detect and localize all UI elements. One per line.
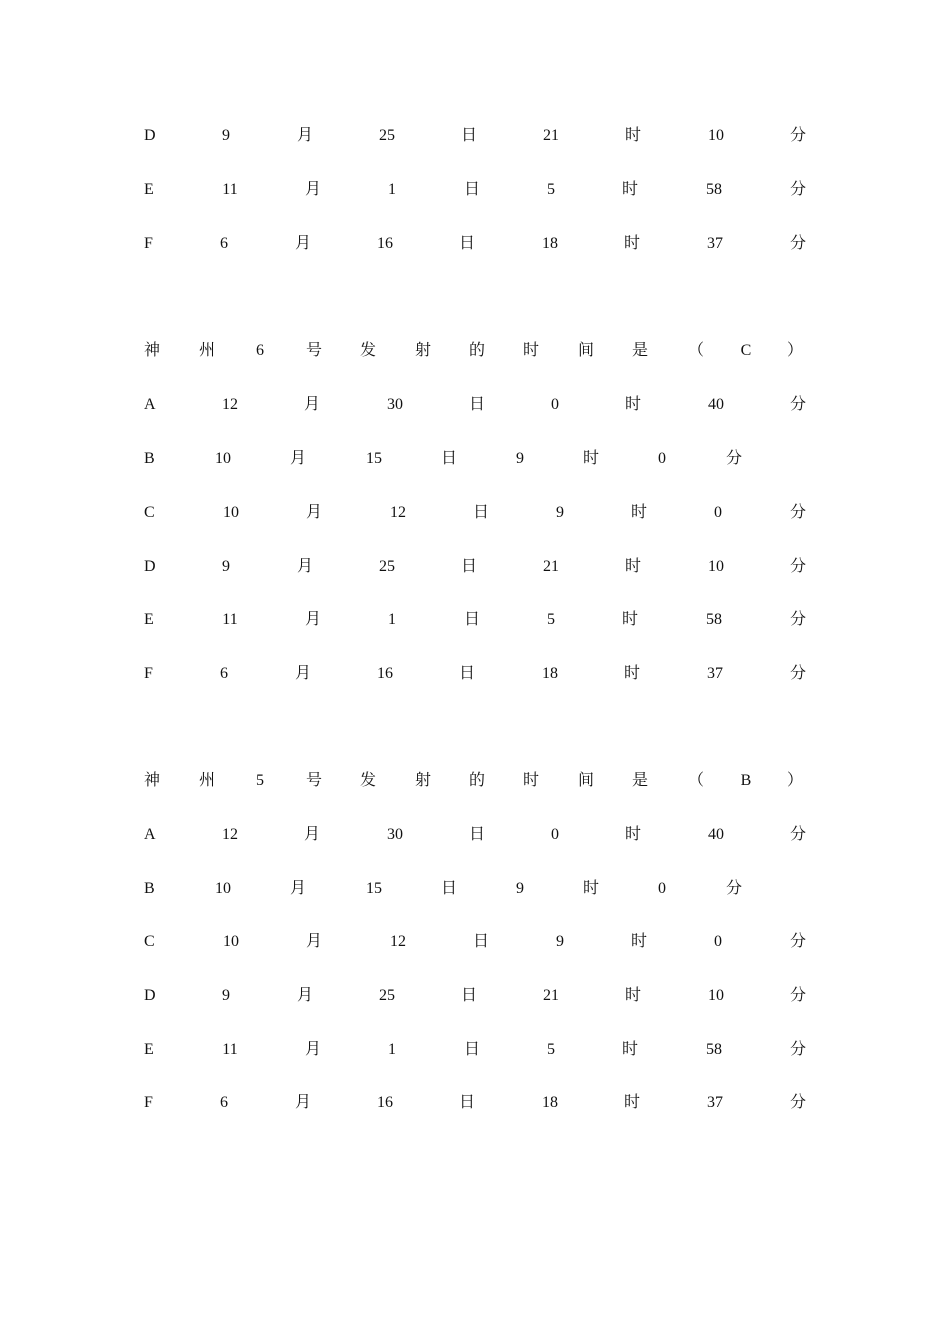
question-number: 5: [256, 772, 264, 789]
minute-value: 58: [706, 611, 722, 628]
option-letter: F: [144, 665, 153, 682]
question-char: 射: [414, 342, 432, 359]
day-char: 日: [458, 235, 476, 252]
day-value: 15: [366, 450, 382, 467]
minute-char: 分: [789, 987, 807, 1004]
minute-char: 分: [789, 558, 807, 575]
hour-char: 时: [624, 987, 642, 1004]
question-char: 州: [198, 342, 216, 359]
option-line-d: [0, 984, 950, 1008]
month-value: 9: [222, 558, 230, 575]
question-char: 号: [305, 772, 323, 789]
hour-char: 时: [630, 933, 648, 950]
minute-char: 分: [789, 235, 807, 252]
hour-value: 9: [516, 880, 524, 897]
day-char: 日: [460, 987, 478, 1004]
day-value: 25: [379, 127, 395, 144]
day-value: 30: [387, 826, 403, 843]
option-letter: F: [144, 235, 153, 252]
option-line-e: [0, 1038, 950, 1062]
month-value: 11: [222, 181, 238, 198]
option-line-d: [0, 124, 950, 148]
day-char: 日: [463, 611, 481, 628]
option-letter: C: [144, 504, 155, 521]
hour-char: 时: [621, 611, 639, 628]
day-value: 16: [377, 665, 393, 682]
answer-letter: C: [740, 342, 752, 359]
day-char: 日: [458, 665, 476, 682]
day-char: 日: [468, 396, 486, 413]
minute-value: 0: [714, 933, 722, 950]
month-char: 月: [294, 1094, 312, 1111]
question-char: 发: [359, 772, 377, 789]
hour-value: 0: [551, 826, 559, 843]
day-value: 16: [377, 1094, 393, 1111]
minute-value: 40: [708, 396, 724, 413]
question-char: 神: [144, 772, 161, 789]
hour-char: 时: [621, 1041, 639, 1058]
option-letter: D: [144, 987, 156, 1004]
month-char: 月: [289, 880, 307, 897]
hour-value: 21: [543, 987, 559, 1004]
option-line-b: [0, 877, 950, 901]
question-line-shenzhou-5: [0, 769, 950, 793]
day-char: 日: [463, 181, 481, 198]
month-value: 11: [222, 1041, 238, 1058]
minute-value: 10: [708, 558, 724, 575]
day-value: 15: [366, 880, 382, 897]
month-char: 月: [304, 1041, 322, 1058]
minute-char: 分: [789, 504, 807, 521]
question-char: 州: [198, 772, 216, 789]
option-letter: F: [144, 1094, 153, 1111]
minute-char: 分: [789, 1041, 807, 1058]
minute-char: 分: [789, 127, 807, 144]
question-char: 时: [522, 342, 540, 359]
month-value: 10: [215, 880, 231, 897]
month-value: 10: [215, 450, 231, 467]
day-value: 12: [390, 504, 406, 521]
minute-char: 分: [789, 181, 807, 198]
month-value: 10: [223, 504, 239, 521]
hour-value: 5: [547, 1041, 555, 1058]
minute-value: 0: [658, 450, 666, 467]
option-letter: E: [144, 1041, 154, 1058]
option-letter: E: [144, 181, 154, 198]
minute-value: 37: [707, 235, 723, 252]
day-char: 日: [460, 127, 478, 144]
question-char: 号: [305, 342, 323, 359]
question-number: 6: [256, 342, 264, 359]
hour-char: 时: [621, 181, 639, 198]
hour-char: 时: [623, 1094, 641, 1111]
hour-value: 5: [547, 181, 555, 198]
hour-value: 21: [543, 558, 559, 575]
day-value: 16: [377, 235, 393, 252]
minute-value: 0: [658, 880, 666, 897]
close-paren: ）: [786, 772, 804, 789]
hour-char: 时: [623, 235, 641, 252]
answer-letter: B: [740, 772, 752, 789]
month-char: 月: [296, 558, 314, 575]
hour-char: 时: [582, 450, 600, 467]
question-char: 的: [468, 342, 486, 359]
month-char: 月: [289, 450, 307, 467]
minute-value: 37: [707, 1094, 723, 1111]
month-value: 9: [222, 127, 230, 144]
question-char: 射: [414, 772, 432, 789]
minute-value: 10: [708, 127, 724, 144]
hour-value: 21: [543, 127, 559, 144]
month-char: 月: [304, 611, 322, 628]
option-line-b: [0, 447, 950, 471]
question-char: 神: [144, 342, 161, 359]
option-line-f: [0, 1091, 950, 1115]
option-letter: A: [144, 396, 156, 413]
option-letter: C: [144, 933, 155, 950]
minute-char: 分: [725, 450, 743, 467]
day-char: 日: [468, 826, 486, 843]
hour-value: 18: [542, 665, 558, 682]
option-letter: D: [144, 558, 156, 575]
question-char: 是: [631, 342, 649, 359]
day-value: 1: [388, 611, 396, 628]
month-value: 12: [222, 396, 238, 413]
month-value: 10: [223, 933, 239, 950]
option-line-f: [0, 232, 950, 256]
option-line-a: [0, 823, 950, 847]
hour-char: 时: [624, 396, 642, 413]
question-char: 间: [577, 342, 595, 359]
month-value: 11: [222, 611, 238, 628]
month-char: 月: [305, 504, 323, 521]
month-value: 12: [222, 826, 238, 843]
minute-char: 分: [789, 826, 807, 843]
question-char: 发: [359, 342, 377, 359]
day-value: 25: [379, 558, 395, 575]
option-line-f: [0, 662, 950, 686]
hour-char: 时: [624, 558, 642, 575]
question-char: 间: [577, 772, 595, 789]
month-char: 月: [296, 987, 314, 1004]
minute-value: 37: [707, 665, 723, 682]
hour-char: 时: [624, 826, 642, 843]
open-paren: （: [687, 772, 705, 789]
minute-value: 58: [706, 181, 722, 198]
option-line-a: [0, 393, 950, 417]
day-value: 25: [379, 987, 395, 1004]
question-line-shenzhou-6: [0, 339, 950, 363]
month-char: 月: [294, 235, 312, 252]
open-paren: （: [687, 342, 705, 359]
day-value: 12: [390, 933, 406, 950]
minute-char: 分: [789, 933, 807, 950]
day-char: 日: [460, 558, 478, 575]
question-char: 时: [522, 772, 540, 789]
minute-char: 分: [789, 611, 807, 628]
option-letter: D: [144, 127, 156, 144]
month-value: 6: [220, 1094, 228, 1111]
minute-value: 10: [708, 987, 724, 1004]
day-char: 日: [472, 504, 490, 521]
option-letter: A: [144, 826, 156, 843]
month-char: 月: [294, 665, 312, 682]
minute-char: 分: [789, 665, 807, 682]
option-line-e: [0, 178, 950, 202]
hour-char: 时: [623, 665, 641, 682]
hour-value: 9: [516, 450, 524, 467]
month-char: 月: [296, 127, 314, 144]
question-char: 的: [468, 772, 486, 789]
month-char: 月: [304, 181, 322, 198]
hour-value: 0: [551, 396, 559, 413]
month-char: 月: [305, 933, 323, 950]
option-letter: E: [144, 611, 154, 628]
day-char: 日: [440, 880, 458, 897]
month-value: 9: [222, 987, 230, 1004]
minute-value: 40: [708, 826, 724, 843]
option-line-c: [0, 930, 950, 954]
option-line-d: [0, 555, 950, 579]
day-char: 日: [458, 1094, 476, 1111]
day-char: 日: [472, 933, 490, 950]
month-char: 月: [303, 826, 321, 843]
hour-char: 时: [582, 880, 600, 897]
minute-value: 58: [706, 1041, 722, 1058]
minute-char: 分: [725, 880, 743, 897]
month-char: 月: [303, 396, 321, 413]
minute-char: 分: [789, 1094, 807, 1111]
month-value: 6: [220, 665, 228, 682]
option-line-e: [0, 608, 950, 632]
option-letter: B: [144, 880, 155, 897]
question-char: 是: [631, 772, 649, 789]
day-value: 1: [388, 1041, 396, 1058]
minute-value: 0: [714, 504, 722, 521]
hour-value: 18: [542, 235, 558, 252]
hour-value: 9: [556, 504, 564, 521]
month-value: 6: [220, 235, 228, 252]
hour-value: 5: [547, 611, 555, 628]
hour-char: 时: [624, 127, 642, 144]
minute-char: 分: [789, 396, 807, 413]
option-letter: B: [144, 450, 155, 467]
option-line-c: [0, 501, 950, 525]
hour-char: 时: [630, 504, 648, 521]
hour-value: 18: [542, 1094, 558, 1111]
hour-value: 9: [556, 933, 564, 950]
day-value: 30: [387, 396, 403, 413]
day-char: 日: [463, 1041, 481, 1058]
close-paren: ）: [786, 342, 804, 359]
day-value: 1: [388, 181, 396, 198]
day-char: 日: [440, 450, 458, 467]
